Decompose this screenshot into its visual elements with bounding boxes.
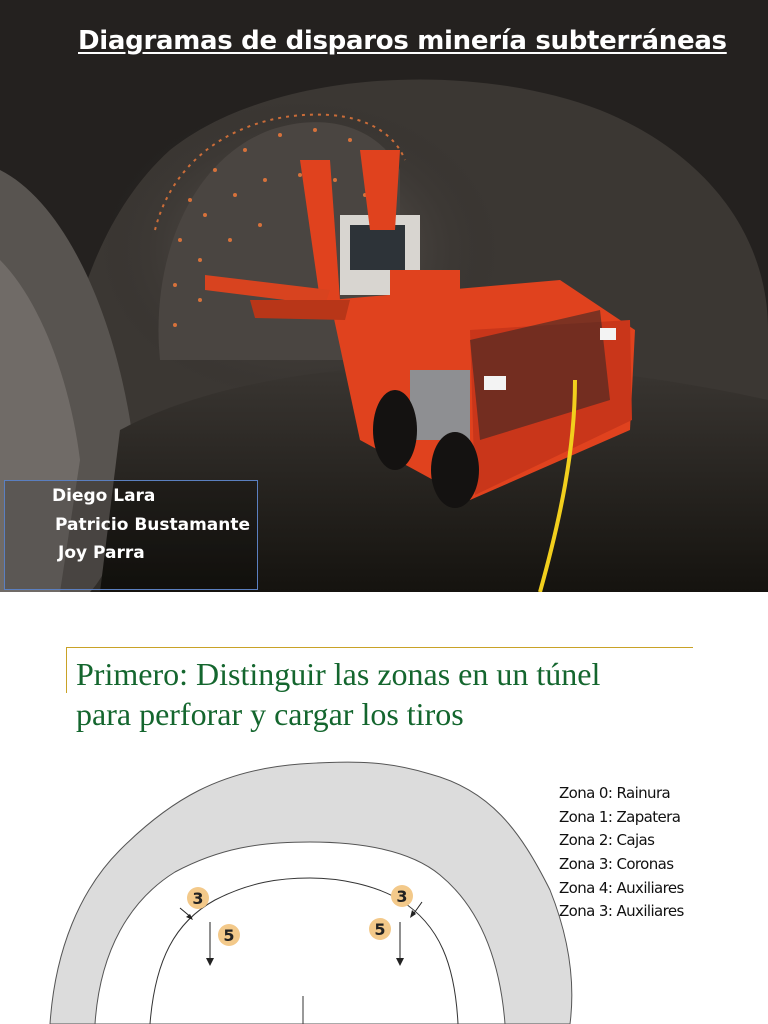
zone-legend-item: Zona 0: Rainura bbox=[559, 784, 671, 802]
title-divider bbox=[66, 647, 693, 648]
title-divider-vertical bbox=[66, 647, 67, 693]
zone-legend-item: Zona 1: Zapatera bbox=[559, 807, 681, 826]
zone-marker-label: 5 bbox=[374, 920, 386, 939]
slide2-title bbox=[76, 654, 716, 735]
zone-marker-label: 3 bbox=[192, 889, 204, 908]
title-line-2: para perforar y cargar los tiros bbox=[76, 696, 464, 733]
zone-legend-item: Zona 3: Coronas bbox=[559, 855, 674, 874]
author-name: Diego Lara bbox=[52, 486, 156, 506]
author-name: Patricio Bustamante bbox=[55, 515, 251, 535]
zone-marker-label: 5 bbox=[223, 926, 235, 945]
zone-marker-label: 3 bbox=[396, 887, 408, 906]
zone-legend-item: Zona 4: Auxiliares bbox=[559, 878, 684, 897]
zone-legend-item: Zona 3: Auxiliares bbox=[559, 902, 684, 921]
zone-legend bbox=[559, 782, 684, 924]
author-name: Joy Parra bbox=[58, 543, 145, 563]
zone-legend-item: Zona 2: Cajas bbox=[559, 831, 655, 850]
title-line-1: Primero: Distinguir las zonas en un túnel bbox=[76, 656, 601, 692]
slide-title: Diagramas de disparos minería subterráneas bbox=[78, 26, 727, 56]
